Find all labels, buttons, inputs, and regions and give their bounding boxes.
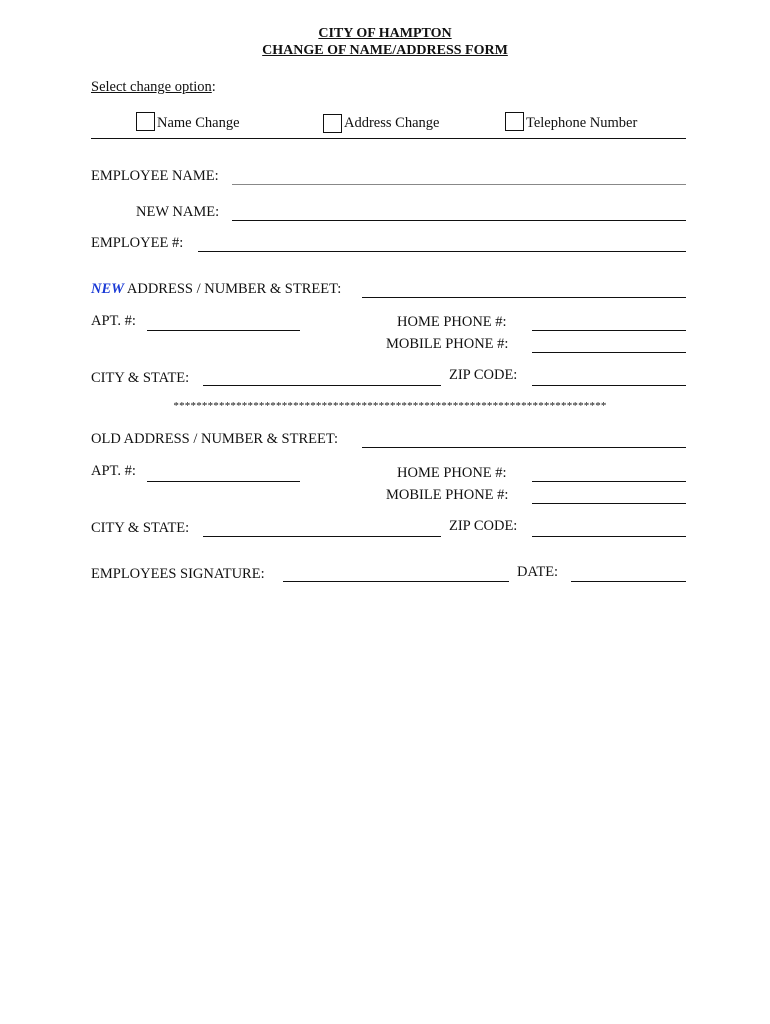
new-name-field[interactable] xyxy=(232,220,686,221)
employee-signature-label: EMPLOYEES SIGNATURE: xyxy=(91,566,265,582)
new-mobile-phone-field[interactable] xyxy=(532,352,686,353)
telephone-number-label: Telephone Number xyxy=(526,115,638,131)
new-name-label: NEW NAME: xyxy=(136,204,220,220)
old-city-state-field[interactable] xyxy=(203,536,441,537)
new-city-state-label: CITY & STATE: xyxy=(91,370,190,386)
new-zip-field[interactable] xyxy=(532,385,686,386)
employee-number-field[interactable] xyxy=(198,251,686,252)
new-home-phone-field[interactable] xyxy=(532,330,686,331)
new-emphasis-word: NEW xyxy=(91,281,125,297)
new-address-street-label: ADDRESS / NUMBER & STREET: xyxy=(126,281,342,297)
new-address-label xyxy=(91,282,341,297)
employee-number-label: EMPLOYEE #: xyxy=(91,235,184,251)
address-change-checkbox[interactable] xyxy=(323,114,342,133)
form-title-city: CITY OF HAMPTON xyxy=(318,26,452,41)
old-apt-label: APT. #: xyxy=(91,463,136,479)
old-home-phone-field[interactable] xyxy=(532,481,686,482)
name-change-label: Name Change xyxy=(157,115,240,131)
new-zip-label: ZIP CODE: xyxy=(449,367,518,383)
section-separator: **************************************************************************** xyxy=(173,400,607,412)
new-street-field[interactable] xyxy=(362,297,686,298)
old-mobile-phone-field[interactable] xyxy=(532,503,686,504)
new-apt-label: APT. #: xyxy=(91,313,136,329)
old-city-state-label: CITY & STATE: xyxy=(91,520,190,536)
employee-name-field[interactable] xyxy=(232,184,686,185)
old-address-street-label: OLD ADDRESS / NUMBER & STREET: xyxy=(91,431,339,447)
old-mobile-phone-label: MOBILE PHONE #: xyxy=(386,487,509,503)
options-divider xyxy=(91,138,686,139)
old-zip-field[interactable] xyxy=(532,536,686,537)
address-change-label: Address Change xyxy=(344,115,440,131)
telephone-number-checkbox[interactable] xyxy=(505,112,524,131)
new-mobile-phone-label: MOBILE PHONE #: xyxy=(386,336,509,352)
form-title-form-name: CHANGE OF NAME/ADDRESS FORM xyxy=(262,43,508,58)
new-home-phone-label: HOME PHONE #: xyxy=(397,314,507,330)
date-label: DATE: xyxy=(517,564,559,580)
change-option-prompt-text: Select change option xyxy=(91,79,212,95)
old-street-field[interactable] xyxy=(362,447,686,448)
new-city-state-field[interactable] xyxy=(203,385,441,386)
date-field[interactable] xyxy=(571,581,686,582)
name-change-checkbox[interactable] xyxy=(136,112,155,131)
change-option-prompt xyxy=(91,80,216,95)
employee-signature-field[interactable] xyxy=(283,581,509,582)
new-apt-field[interactable] xyxy=(147,330,300,331)
change-option-prompt-colon: : xyxy=(211,79,216,95)
old-apt-field[interactable] xyxy=(147,481,300,482)
old-home-phone-label: HOME PHONE #: xyxy=(397,465,507,481)
old-zip-label: ZIP CODE: xyxy=(449,518,518,534)
employee-name-label: EMPLOYEE NAME: xyxy=(91,168,219,184)
